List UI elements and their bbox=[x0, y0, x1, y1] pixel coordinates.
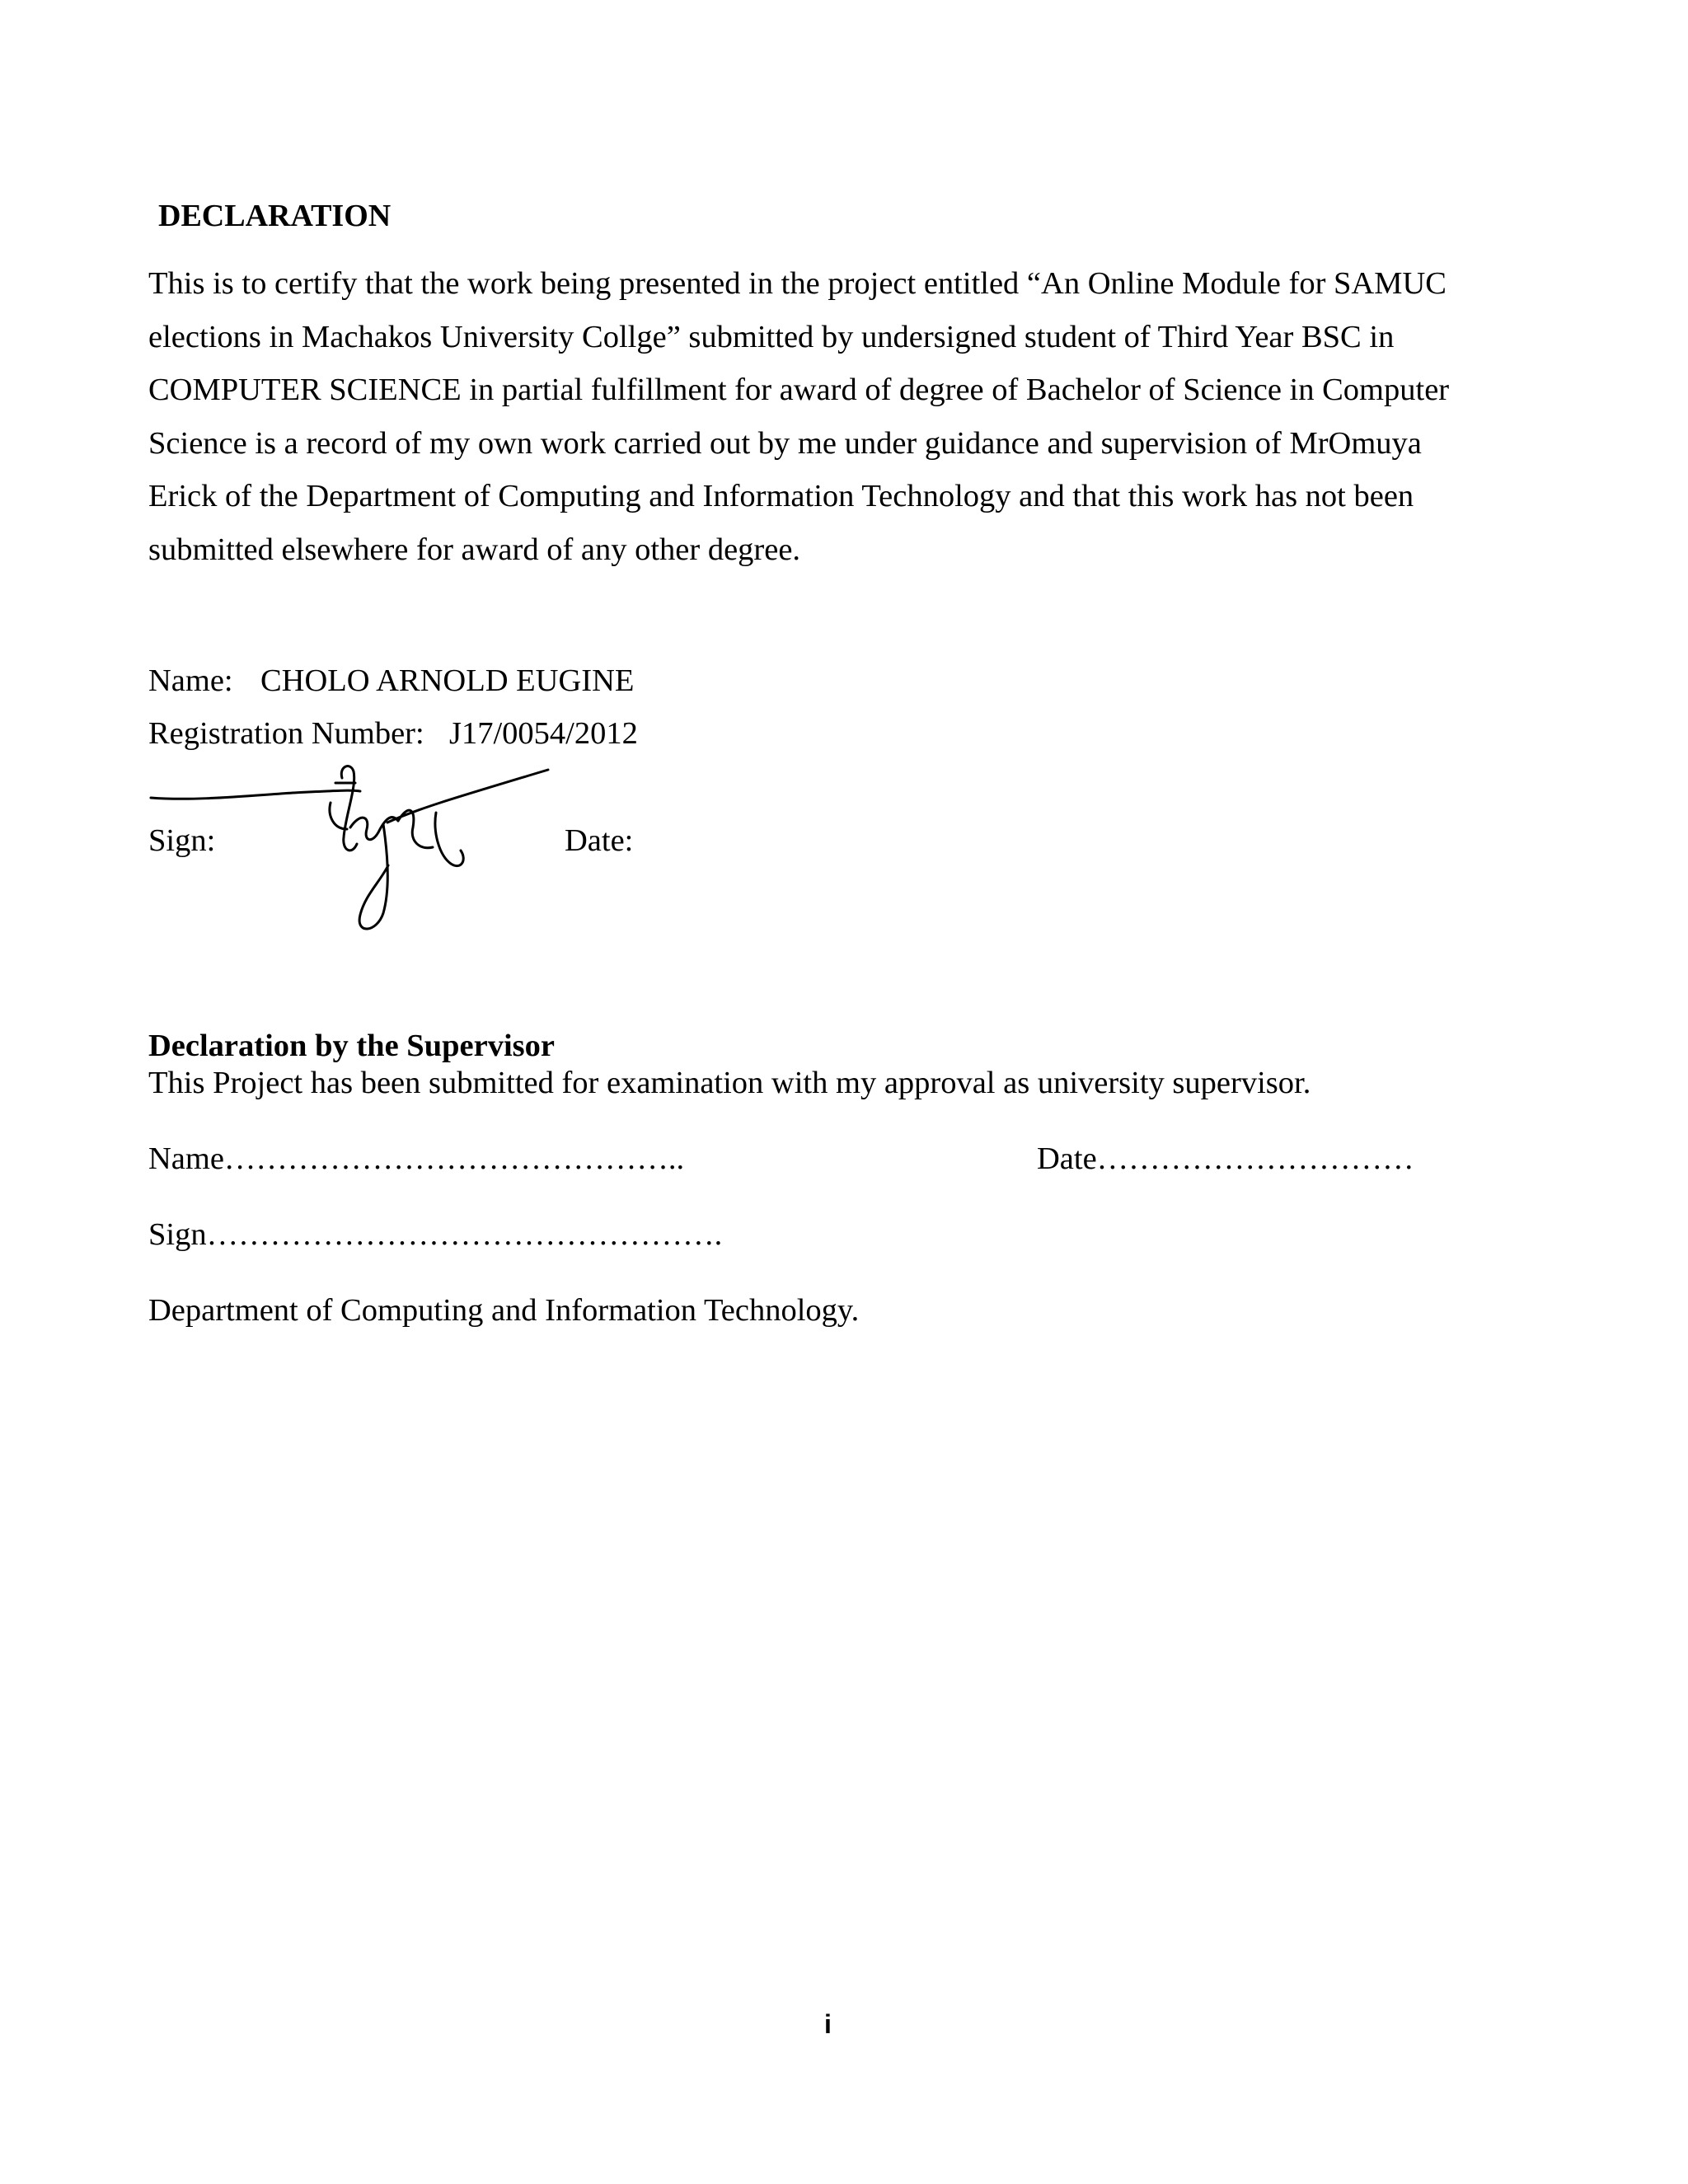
paragraph-line: Erick of the Department of Computing and Information Technology and that this work has not been bbox=[148, 479, 1414, 513]
declaration-paragraph bbox=[148, 257, 1533, 576]
supervisor-declaration-text: This Project has been submitted for examination with my approval as university supervisor. bbox=[148, 1066, 1311, 1100]
student-date-label: Date: bbox=[565, 823, 634, 858]
department-line: Department of Computing and Information Technology. bbox=[148, 1293, 860, 1328]
handwritten-signature bbox=[144, 758, 556, 940]
paragraph-line: Science is a record of my own work carried out by me under guidance and supervision of MrOmuya bbox=[148, 425, 1422, 461]
paragraph-line: COMPUTER SCIENCE in partial fulfillment for award of degree of Bachelor of Science in Computer bbox=[148, 373, 1450, 407]
paragraph-line: submitted elsewhere for award of any other degree. bbox=[148, 532, 801, 567]
registration-number-value: J17/0054/2012 bbox=[449, 716, 638, 751]
page-number: i bbox=[824, 2009, 832, 2039]
supervisor-date-line: Date………………………… bbox=[1037, 1141, 1414, 1176]
declaration-heading: DECLARATION bbox=[158, 199, 392, 233]
student-name-value: CHOLO ARNOLD EUGINE bbox=[260, 663, 635, 698]
student-name-label: Name: bbox=[148, 663, 233, 698]
supervisor-declaration-heading: Declaration by the Supervisor bbox=[148, 1029, 555, 1063]
supervisor-name-line: Name…………………………………….. bbox=[148, 1141, 685, 1176]
supervisor-sign-line: Sign…………………………………………. bbox=[148, 1217, 723, 1252]
paragraph-line: This is to certify that the work being presented in the project entitled “An Online Module for SAMUC bbox=[148, 266, 1447, 301]
paragraph-line: elections in Machakos University Collge” submitted by undersigned student of Third Year BSC in bbox=[148, 319, 1395, 354]
registration-number-label: Registration Number: bbox=[148, 716, 424, 751]
student-sign-label: Sign: bbox=[148, 823, 216, 858]
